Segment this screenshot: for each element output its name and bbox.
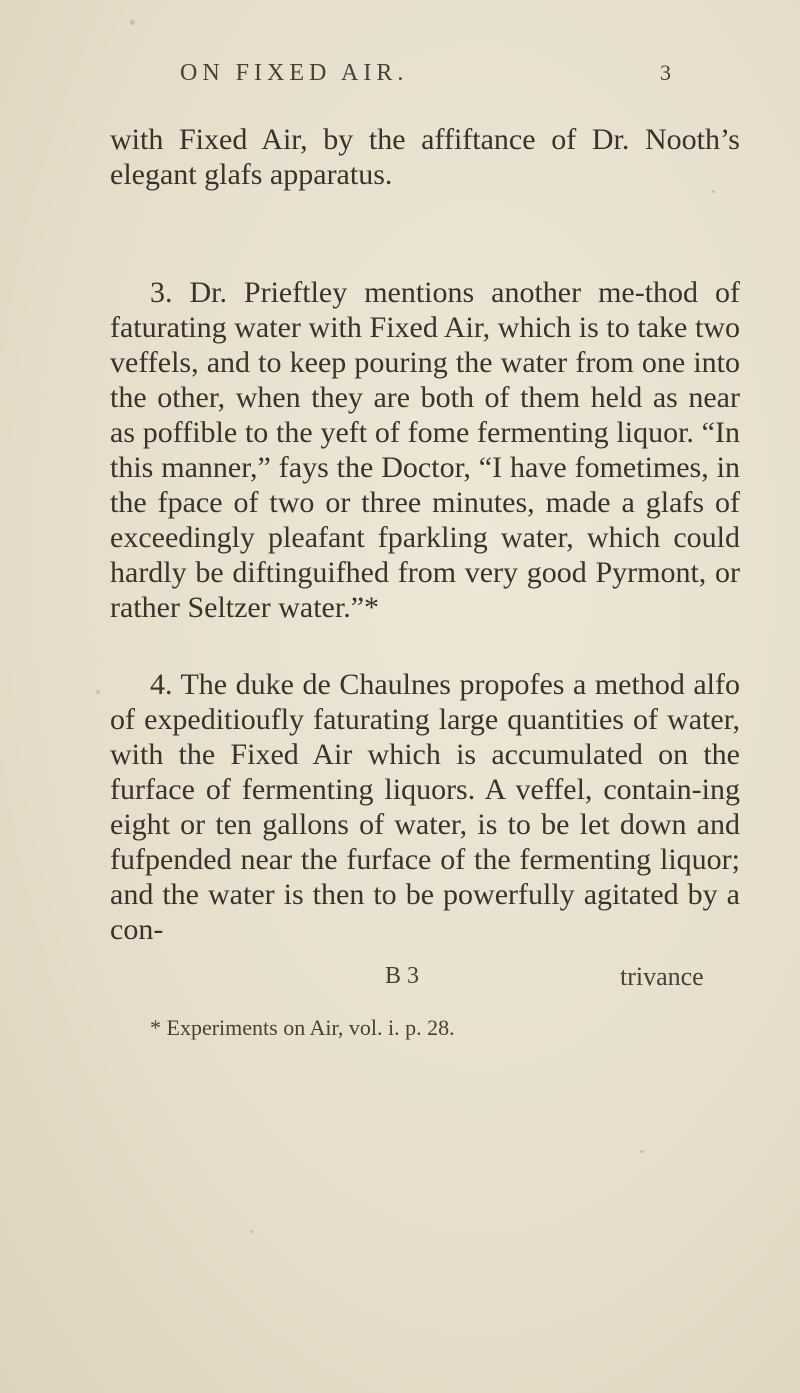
paragraph-2: 3. Dr. Prieftley mentions another me-thod of faturating water with Fixed Air, which is to take two veffels, and to keep pouring the water from one into the other, when they are both of them held as near as poffible to the yeft of fome fermenting liquor. “In this manner,” fays the Doctor, “I have fometimes, in the fpace of two or three minutes, made a glafs of exceedingly pleafant fparkling water, which could hardly be diftinguifhed from very good Pyrmont, or rather Seltzer water.”* (110, 276, 740, 624)
paper-speck (130, 20, 135, 25)
paragraph-1: with Fixed Air, by the affiftance of Dr. Nooth’s elegant glafs apparatus. (110, 123, 740, 191)
footnote: * Experiments on Air, vol. i. p. 28. (150, 1015, 455, 1040)
paper-speck (96, 690, 100, 694)
page-number: 3 (660, 60, 676, 85)
paper-speck (640, 1150, 644, 1153)
paragraph-3: 4. The duke de Chaulnes propofes a method alfo of expeditioufly faturating large quantities of water, with the Fixed Air which is accumulated on the furface of fermenting liquors. A veffel, contain-ing eight or ten gallons of water, is to be let down and fufpended near the furface of the fermenting liquor; and the water is then to be powerfully agitated by a con- (110, 668, 740, 946)
footnote-separator (110, 1005, 740, 1006)
signature-mark: B 3 (385, 963, 420, 989)
running-title: ON FIXED AIR. (180, 60, 409, 86)
paper-speck (250, 1230, 253, 1233)
catchword: trivance (620, 962, 704, 991)
